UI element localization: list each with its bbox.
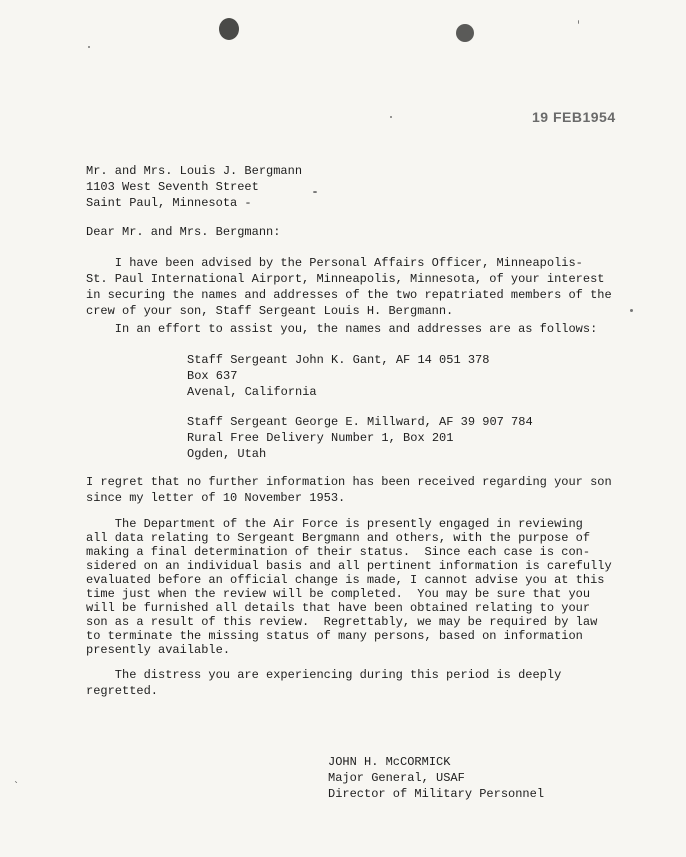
body-line: I have been advised by the Personal Affairs Officer, Minneapolis- (86, 256, 583, 270)
body-line: St. Paul International Airport, Minneapolis, Minnesota, of your interest (86, 272, 605, 286)
address-line: Staff Sergeant John K. Gant, AF 14 051 378 (187, 353, 490, 367)
body-line: The distress you are experiencing during this period is deeply (86, 668, 562, 682)
recipient-street: 1103 West Seventh Street (86, 180, 259, 194)
speck (390, 116, 392, 118)
speck (630, 309, 633, 312)
body-line: all data relating to Sergeant Bergmann and others, with the purpose of (86, 531, 591, 545)
body-line: crew of your son, Staff Sergeant Louis H. Bergmann. (86, 304, 454, 318)
speck (578, 20, 579, 24)
body-line: evaluated before an official change is made, I cannot advise you at this (86, 573, 605, 587)
address-line: Staff Sergeant George E. Millward, AF 39 907 784 (187, 415, 533, 429)
body-line: sidered on an individual basis and all pertinent information is carefully (86, 559, 612, 573)
speck (313, 191, 317, 193)
date-stamp: 19 FEB1954 (532, 109, 616, 125)
body-line: In an effort to assist you, the names and addresses are as follows: (86, 322, 598, 336)
salutation: Dear Mr. and Mrs. Bergmann: (86, 225, 281, 239)
signature-title: Director of Military Personnel (328, 787, 545, 801)
body-line: since my letter of 10 November 1953. (86, 491, 346, 505)
punch-hole-right (456, 24, 474, 42)
signature-name: JOHN H. McCORMICK (328, 755, 451, 769)
speck (88, 46, 90, 48)
body-line: making a final determination of their status. Since each case is con- (86, 545, 591, 559)
address-line: Ogden, Utah (187, 447, 267, 461)
address-line: Avenal, California (187, 385, 317, 399)
body-line: in securing the names and addresses of the two repatriated members of the (86, 288, 612, 302)
signature-rank: Major General, USAF (328, 771, 465, 785)
punch-hole-left (219, 18, 239, 40)
address-line: Box 637 (187, 369, 238, 383)
recipient-city: Saint Paul, Minnesota - (86, 196, 252, 210)
body-line: I regret that no further information has been received regarding your son (86, 475, 612, 489)
body-line: time just when the review will be completed. You may be sure that you (86, 587, 591, 601)
address-line: Rural Free Delivery Number 1, Box 201 (187, 431, 454, 445)
body-line: will be furnished all details that have been obtained relating to your (86, 601, 591, 615)
body-line: presently available. (86, 643, 231, 657)
body-line: regretted. (86, 684, 159, 698)
body-line: son as a result of this review. Regrettably, we may be required by law (86, 615, 598, 629)
body-line: The Department of the Air Force is presently engaged in reviewing (86, 517, 583, 531)
margin-mark: ` (14, 781, 19, 792)
recipient-name: Mr. and Mrs. Louis J. Bergmann (86, 164, 303, 178)
body-line: to terminate the missing status of many persons, based on information (86, 629, 583, 643)
